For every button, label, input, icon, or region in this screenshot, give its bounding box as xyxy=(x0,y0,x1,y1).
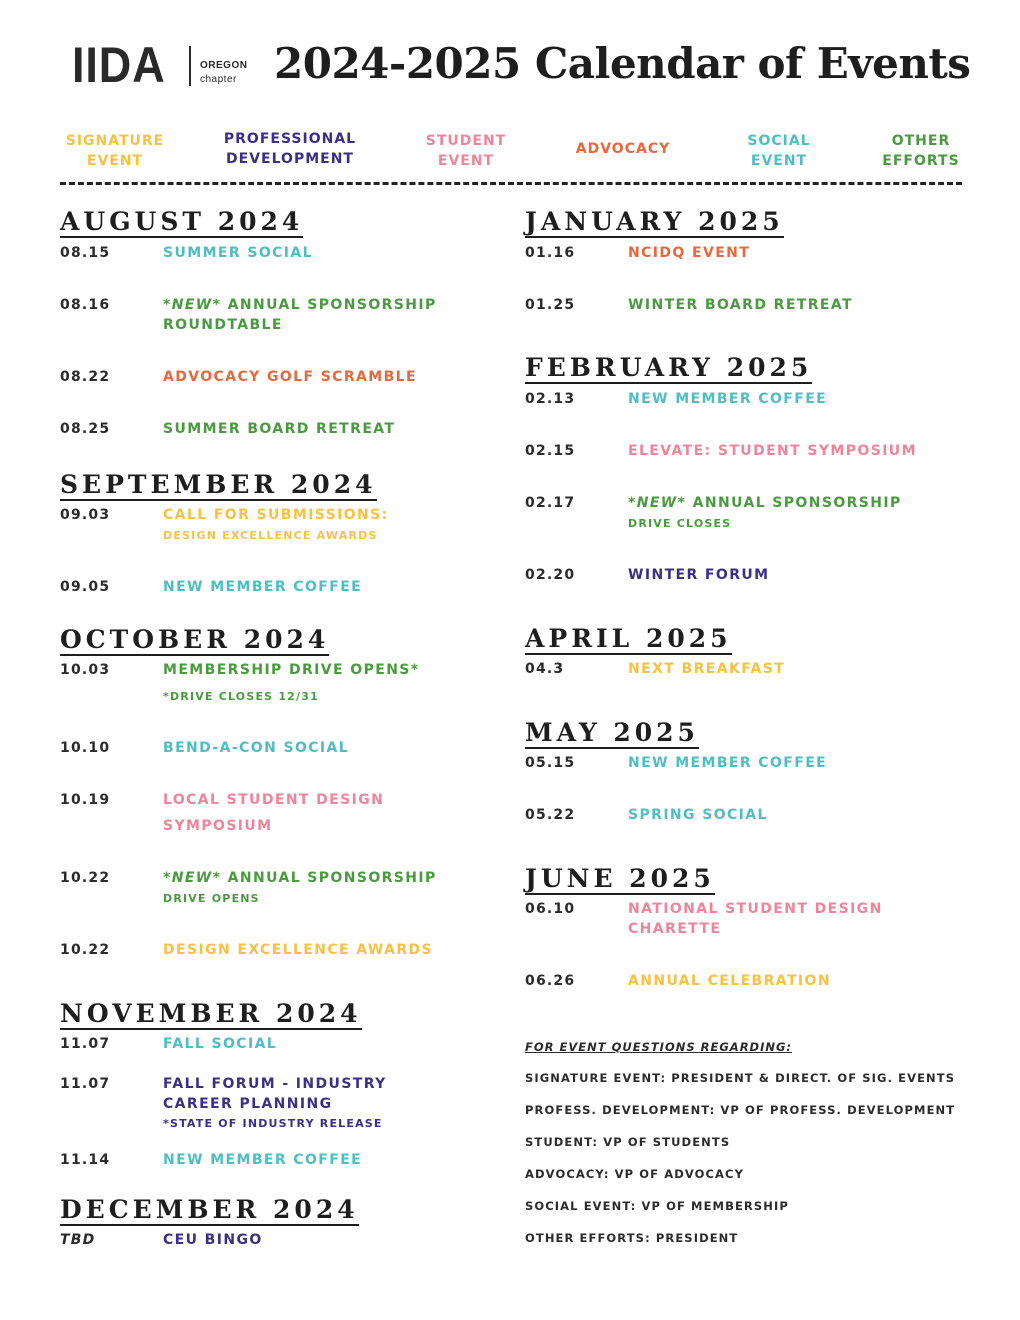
event-date: TBD xyxy=(60,1232,96,1248)
event-title: NEW MEMBER COFFEE xyxy=(163,579,363,595)
event-title: FALL FORUM - INDUSTRY xyxy=(163,1076,387,1092)
event-title: ANNUAL CELEBRATION xyxy=(628,973,831,989)
event-date: 10.03 xyxy=(60,662,111,678)
event-date: 06.10 xyxy=(525,901,576,917)
event-title-continued: CHARETTE xyxy=(628,921,722,937)
event-title: NEW MEMBER COFFEE xyxy=(628,755,828,771)
event-title: FALL SOCIAL xyxy=(163,1036,278,1052)
event-date: 11.07 xyxy=(60,1036,111,1052)
event-title: CALL FOR SUBMISSIONS: xyxy=(163,507,389,523)
month-heading-april: APRIL 2025 xyxy=(525,624,732,653)
event-subtitle: *STATE OF INDUSTRY RELEASE xyxy=(163,1117,383,1130)
event-date: 08.16 xyxy=(60,297,111,313)
contact-line: OTHER EFFORTS: PRESIDENT xyxy=(525,1231,739,1245)
event-date: 10.10 xyxy=(60,740,111,756)
iida-logo: IIDA xyxy=(72,37,166,93)
event-title: WINTER FORUM xyxy=(628,567,770,583)
event-title: ELEVATE: STUDENT SYMPOSIUM xyxy=(628,443,917,459)
legend-divider xyxy=(60,182,962,185)
month-heading-november: NOVEMBER 2024 xyxy=(60,999,362,1028)
event-title: NEXT BREAKFAST xyxy=(628,661,786,677)
event-date: 02.13 xyxy=(525,391,576,407)
event-date: 02.15 xyxy=(525,443,576,459)
event-title: SUMMER SOCIAL xyxy=(163,245,313,261)
event-title: SPRING SOCIAL xyxy=(628,807,768,823)
event-date: 09.03 xyxy=(60,507,111,523)
event-date: 02.17 xyxy=(525,495,576,511)
logo-chapter: chapter xyxy=(200,74,237,85)
event-date: 11.07 xyxy=(60,1076,111,1092)
event-title: BEND-A-CON SOCIAL xyxy=(163,740,350,756)
event-title: NEW MEMBER COFFEE xyxy=(628,391,828,407)
contact-line: STUDENT: VP OF STUDENTS xyxy=(525,1135,731,1149)
month-heading-june: JUNE 2025 xyxy=(525,864,715,893)
event-title: CEU BINGO xyxy=(163,1232,263,1248)
event-title: DESIGN EXCELLENCE AWARDS xyxy=(163,942,434,958)
month-heading-january: JANUARY 2025 xyxy=(525,207,784,236)
event-title-continued: ROUNDTABLE xyxy=(163,317,283,333)
event-date: 05.15 xyxy=(525,755,576,771)
event-title: SUMMER BOARD RETREAT xyxy=(163,421,396,437)
event-date: 08.22 xyxy=(60,369,111,385)
event-date: 09.05 xyxy=(60,579,111,595)
event-title: *NEW* ANNUAL SPONSORSHIP xyxy=(163,297,437,313)
event-date: 08.25 xyxy=(60,421,111,437)
event-date: 01.16 xyxy=(525,245,576,261)
legend-professional-development: PROFESSIONAL DEVELOPMENT xyxy=(223,131,357,167)
logo-divider xyxy=(189,46,191,86)
event-title: WINTER BOARD RETREAT xyxy=(628,297,853,313)
event-subtitle: DRIVE OPENS xyxy=(163,892,260,905)
event-title-continued: CAREER PLANNING xyxy=(163,1096,333,1112)
logo-oregon: OREGON xyxy=(200,60,248,71)
event-date: 04.3 xyxy=(525,661,565,677)
event-date: 01.25 xyxy=(525,297,576,313)
event-title: *NEW* ANNUAL SPONSORSHIP xyxy=(163,870,437,886)
legend-other-efforts: OTHER EFFORTS xyxy=(882,133,960,169)
month-heading-december: DECEMBER 2024 xyxy=(60,1195,359,1224)
event-title: LOCAL STUDENT DESIGN xyxy=(163,792,385,808)
event-title: NCIDQ EVENT xyxy=(628,245,751,261)
event-date: 05.22 xyxy=(525,807,576,823)
legend-student-event: STUDENT EVENT xyxy=(425,133,507,169)
month-heading-august: AUGUST 2024 xyxy=(60,207,304,236)
event-subtitle: *DRIVE CLOSES 12/31 xyxy=(163,690,319,703)
contacts-heading: FOR EVENT QUESTIONS REGARDING: xyxy=(525,1040,793,1054)
event-date: 08.15 xyxy=(60,245,111,261)
month-heading-february: FEBRUARY 2025 xyxy=(525,353,813,382)
event-date: 11.14 xyxy=(60,1152,111,1168)
event-date: 06.26 xyxy=(525,973,576,989)
event-title: *NEW* ANNUAL SPONSORSHIP xyxy=(628,495,902,511)
event-title-continued: SYMPOSIUM xyxy=(163,818,273,834)
legend-advocacy: ADVOCACY xyxy=(575,141,671,157)
page-title: 2024-2025 Calendar of Events xyxy=(274,39,971,88)
event-title: ADVOCACY GOLF SCRAMBLE xyxy=(163,369,417,385)
event-title: MEMBERSHIP DRIVE OPENS* xyxy=(163,662,420,678)
event-date: 10.22 xyxy=(60,870,111,886)
month-heading-may: MAY 2025 xyxy=(525,718,699,747)
event-subtitle: DRIVE CLOSES xyxy=(628,517,732,530)
event-date: 10.22 xyxy=(60,942,111,958)
event-title: NATIONAL STUDENT DESIGN xyxy=(628,901,883,917)
legend-signature-event: SIGNATURE EVENT xyxy=(65,133,165,169)
event-title: NEW MEMBER COFFEE xyxy=(163,1152,363,1168)
month-heading-october: OCTOBER 2024 xyxy=(60,625,330,654)
event-date: 02.20 xyxy=(525,567,576,583)
month-heading-september: SEPTEMBER 2024 xyxy=(60,470,377,499)
contact-line: SOCIAL EVENT: VP OF MEMBERSHIP xyxy=(525,1199,789,1213)
contact-line: ADVOCACY: VP OF ADVOCACY xyxy=(525,1167,745,1181)
contact-line: SIGNATURE EVENT: PRESIDENT & DIRECT. OF SIG. EVENTS xyxy=(525,1071,956,1085)
legend-social-event: SOCIAL EVENT xyxy=(747,133,811,169)
event-subtitle: DESIGN EXCELLENCE AWARDS xyxy=(163,529,378,542)
event-date: 10.19 xyxy=(60,792,111,808)
contact-line: PROFESS. DEVELOPMENT: VP OF PROFESS. DEVELOPMENT xyxy=(525,1103,956,1117)
